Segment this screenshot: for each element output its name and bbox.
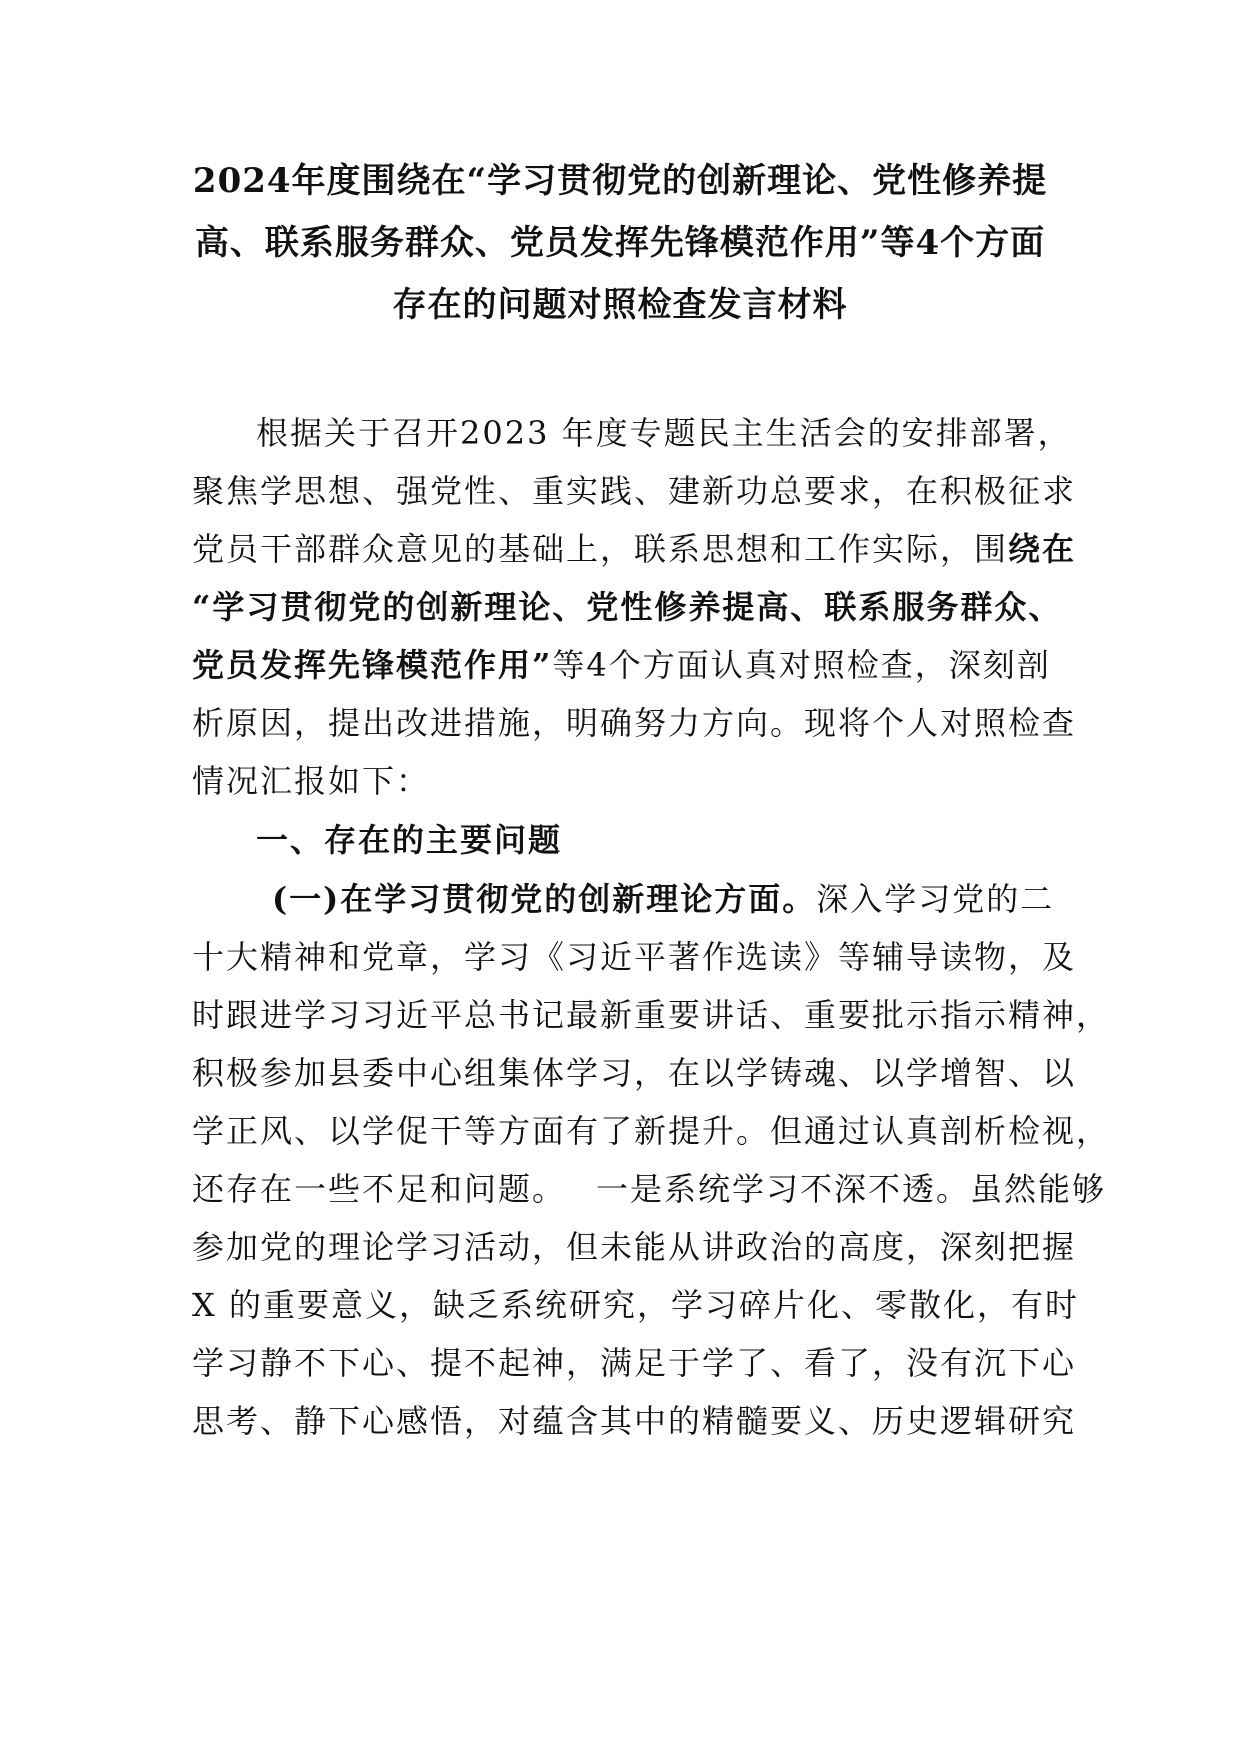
sub-line: 学习静不下心、提不起神，满足于学了、看了，没有沉下心	[192, 1344, 1077, 1382]
intro-bold-line: “学习贯彻党的创新理论、党性修养提高、联系服务群众、	[192, 588, 1063, 626]
intro-line	[192, 636, 1072, 694]
title-line-2: 高、联系服务群众、党员发挥先锋模范作用”等4个方面	[194, 223, 1046, 263]
subsection-heading: (一)在学习贯彻党的创新理论方面。	[272, 880, 817, 918]
intro-text: 党员干部群众意见的基础上，联系思想和工作实际，围	[192, 530, 1009, 568]
sub-text: 一是系统学习不深不透。虽然能够	[596, 1170, 1107, 1208]
title-line-3: 存在的问题对照检查发言材料	[392, 285, 848, 325]
intro-line: 根据关于召开2023 年度专题民主生活会的安排部署，	[256, 414, 1072, 452]
sub-line	[192, 1160, 1107, 1218]
sub-line: 参加党的理论学习活动，但未能从讲政治的高度，深刻把握	[192, 1228, 1077, 1266]
intro-bold-text: 绕在	[1008, 530, 1077, 568]
sub-line: 时跟进学习习近平总书记最新重要讲话、重要批示指示精神，	[192, 996, 1111, 1034]
section-heading: 一、存在的主要问题	[256, 821, 563, 859]
sub-line: X 的重要意义，缺乏系统研究，学习碎片化、零散化，有时	[192, 1286, 1079, 1324]
sub-line: 思考、静下心感悟，对蕴含其中的精髓要义、历史逻辑研究	[192, 1402, 1077, 1440]
sub-line: 十大精神和党章，学习《习近平著作选读》等辅导读物，及	[192, 938, 1077, 976]
intro-line: 情况汇报如下：	[192, 762, 431, 800]
sub-line: 学正风、以学促干等方面有了新提升。但通过认真剖析检视，	[192, 1112, 1111, 1150]
intro-text: 等4个方面认真对照检查，深刻剖	[552, 646, 1051, 684]
document-title	[140, 150, 1100, 336]
sub-text: 深入学习党的二	[816, 880, 1055, 918]
intro-line: 聚焦学思想、强党性、重实践、建新功总要求，在积极征求	[192, 472, 1077, 510]
sub-line	[192, 870, 1072, 928]
intro-line: 析原因，提出改进措施，明确努力方向。现将个人对照检查	[192, 704, 1077, 742]
intro-line	[192, 520, 1077, 578]
sub-text: 还存在一些不足和问题。	[192, 1170, 567, 1208]
intro-bold-text: 党员发挥先锋模范作用”	[192, 646, 553, 684]
sub-line: 积极参加县委中心组集体学习，在以学铸魂、以学增智、以	[192, 1054, 1077, 1092]
title-line-1: 2024年度围绕在“学习贯彻党的创新理论、党性修养提	[192, 161, 1048, 201]
document-body	[192, 404, 1111, 1450]
